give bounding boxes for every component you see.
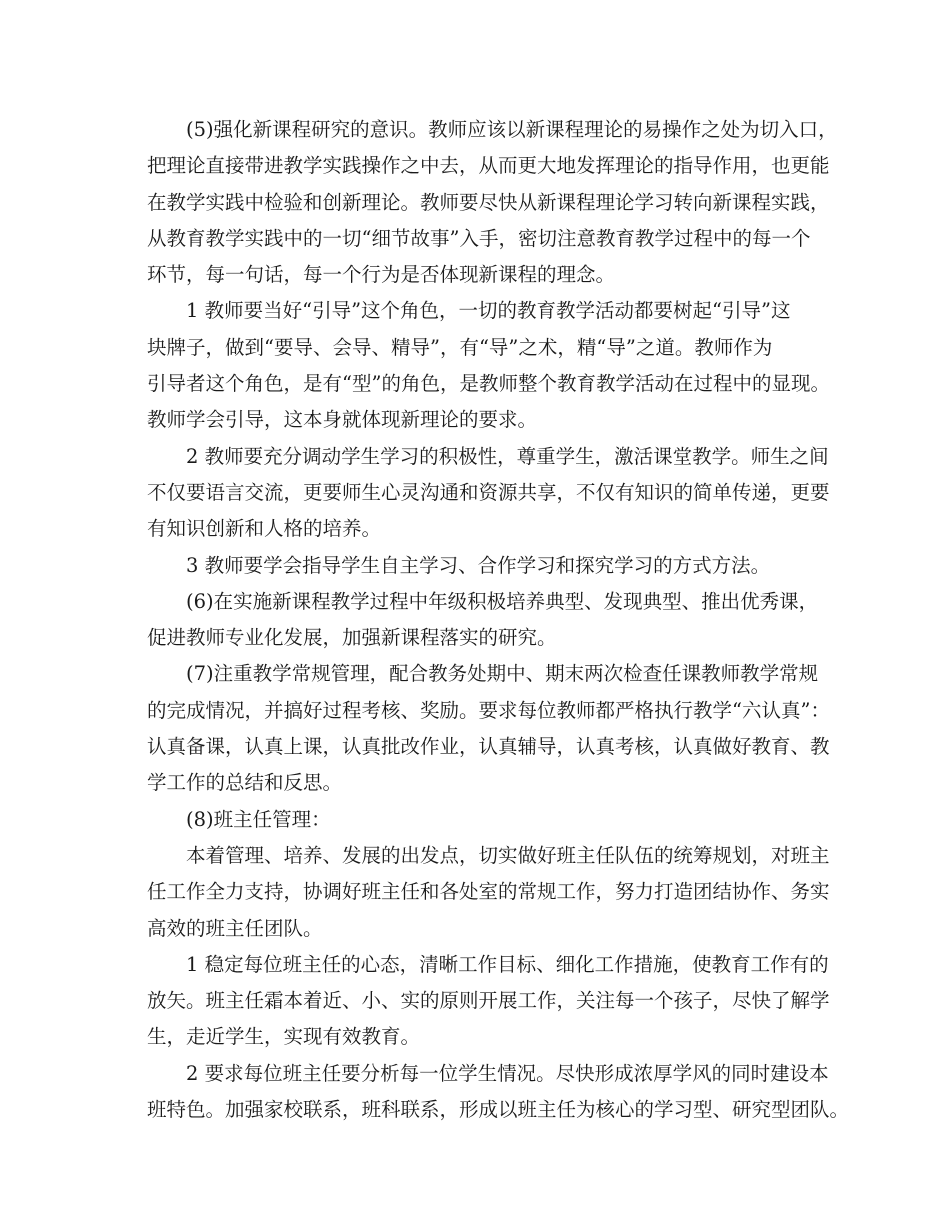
text-line: 2 要求每位班主任要分析每一位学生情况。尽快形成浓厚学风的同时建设本 — [186, 1061, 829, 1085]
text-line: 从教育教学实践中的一切“细节故事”入手，密切注意教育教学过程中的每一个 — [147, 226, 811, 250]
text-line: (6)在实施新课程教学过程中年级积极培养典型、发现典型、推出优秀课， — [186, 589, 819, 613]
text-line: 学工作的总结和反思。 — [147, 771, 343, 795]
paragraph-p7 — [147, 656, 829, 801]
paragraph-p5 — [147, 112, 838, 293]
paragraph-p8-intro — [147, 838, 829, 947]
text-line: (5)强化新课程研究的意识。教师应该以新课程理论的易操作之处为切入口， — [186, 118, 838, 141]
text-line: 有知识创新和人格的培养。 — [147, 517, 382, 541]
text-line: 生，走近学生，实现有效教育。 — [147, 1025, 421, 1049]
text-line: 在教学实践中检验和创新理论。教师要尽快从新课程理论学习转向新课程实践， — [147, 190, 830, 214]
paragraph-p6 — [147, 584, 829, 657]
paragraph-p5-1 — [147, 293, 829, 438]
text-line: 2 教师要充分调动学生学习的积极性，尊重学生，激活课堂教学。师生之间 — [186, 444, 829, 468]
text-line: 不仅要语言交流，更要师生心灵沟通和资源共享，不仅有知识的简单传递，更要 — [147, 480, 830, 504]
text-line: 把理论直接带进教学实践操作之中去，从而更大地发挥理论的指导作用，也更能 — [147, 154, 830, 178]
text-line: 1 稳定每位班主任的心态，清晰工作目标、细化工作措施，使教育工作有的 — [186, 952, 829, 976]
text-line: 班特色。加强家校联系，班科联系，形成以班主任为核心的学习型、研究型团队。 — [147, 1098, 850, 1122]
text-line: 任工作全力支持，协调好班主任和各处室的常规工作，努力打造团结协作、务实 — [147, 880, 830, 904]
paragraph-p5-2 — [147, 439, 829, 548]
text-line: 教师学会引导，这本身就体现新理论的要求。 — [147, 408, 538, 432]
text-line: 本着管理、培养、发展的出发点，切实做好班主任队伍的统筹规划，对班主 — [186, 843, 830, 867]
text-line: 1 教师要当好“引导”这个角色，一切的教育教学活动都要树起“引导”这 — [186, 299, 791, 323]
text-line: 引导者这个角色，是有“型”的角色，是教师整个教育教学活动在过程中的显现。 — [147, 372, 830, 396]
text-line: 促进教师专业化发展，加强新课程落实的研究。 — [147, 626, 557, 650]
paragraph-p5-3 — [147, 548, 829, 584]
paragraph-p8-2 — [147, 1056, 850, 1129]
document-body — [147, 112, 850, 1128]
text-line: 认真备课，认真上课，认真批改作业，认真辅导，认真考核，认真做好教育、教 — [147, 735, 830, 759]
text-line: 块牌子，做到“要导、会导、精导”，有“导”之术，精“导”之道。教师作为 — [147, 335, 773, 359]
text-line: (8)班主任管理： — [186, 807, 331, 831]
paragraph-p8 — [147, 802, 829, 838]
text-line: 放矢。班主任霜本着近、小、实的原则开展工作，关注每一个孩子，尽快了解学 — [147, 989, 830, 1013]
text-line: 高效的班主任团队。 — [147, 916, 323, 940]
text-line: 的完成情况，并搞好过程考核、奖励。要求每位教师都严格执行教学“六认真”： — [147, 698, 830, 722]
paragraph-p8-1 — [147, 947, 829, 1056]
text-line: 环节，每一句话，每一个行为是否体现新课程的理念。 — [147, 263, 616, 287]
text-line: 3 教师要学会指导学生自主学习、合作学习和探究学习的方式方法。 — [186, 553, 771, 577]
text-line: (7)注重教学常规管理，配合教务处期中、期末两次检查任课教师教学常规 — [186, 662, 819, 686]
